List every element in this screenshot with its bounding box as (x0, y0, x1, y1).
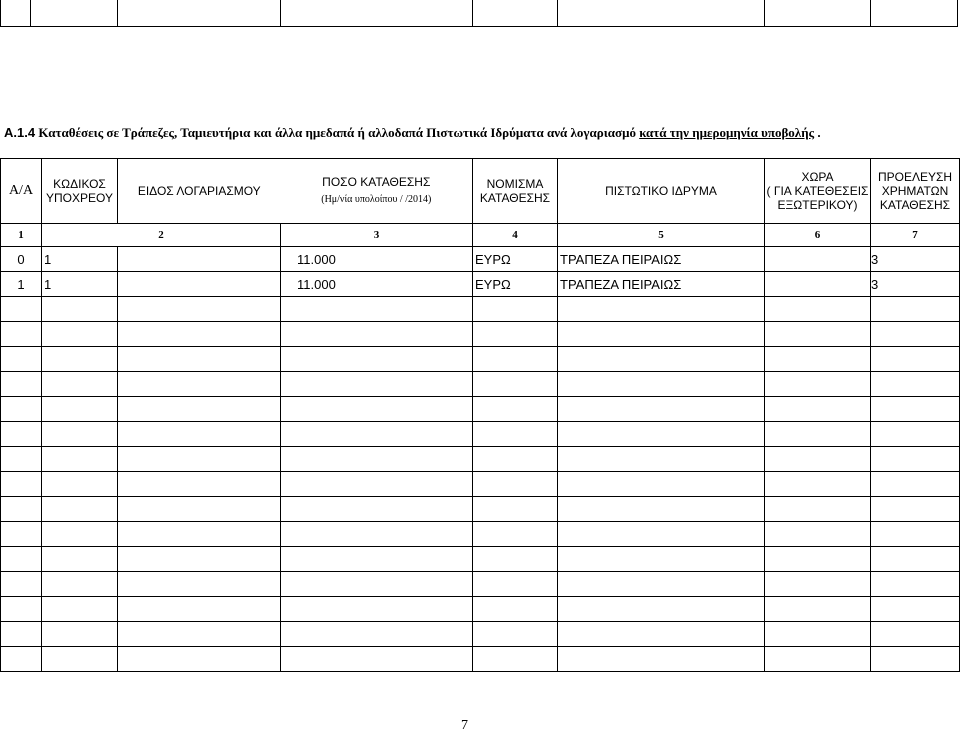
column-number: 7 (871, 224, 960, 247)
country-line1: ΧΩΡΑ (801, 170, 834, 184)
empty-row (1, 422, 960, 447)
empty-row (1, 497, 960, 522)
cell-origin: 3 (871, 247, 960, 272)
cell-institution: ΤΡΑΠΕΖΑ ΠΕΙΡΑΙΩΣ (558, 272, 765, 297)
col-header-amount (281, 175, 472, 207)
code-line1: ΚΩΔΙΚΟΣ (53, 177, 106, 191)
header-row (1, 159, 960, 224)
section-heading (4, 125, 821, 141)
origin-line3: ΚΑΤΑΘΕΣΗΣ (879, 198, 951, 212)
empty-row (1, 447, 960, 472)
empty-row (1, 372, 960, 397)
empty-row (1, 597, 960, 622)
cell-code: 1 (42, 272, 118, 297)
column-number: 6 (765, 224, 871, 247)
col-header-currency (473, 159, 558, 224)
empty-row (1, 297, 960, 322)
column-number: 4 (473, 224, 558, 247)
column-number: 2 (42, 224, 281, 247)
section-number: A.1.4 (4, 125, 36, 140)
col-header-account-amount (118, 159, 473, 224)
cell-account-type (118, 247, 281, 272)
empty-row (1, 572, 960, 597)
col-header-institution: ΠΙΣΤΩΤΙΚΟ ΙΔΡΥΜΑ (558, 159, 765, 224)
amount-line1: ΠΟΣΟ ΚΑΤΑΘΕΣΗΣ (322, 175, 431, 189)
col-header-account-type: ΕΙΔΟΣ ΛΟΓΑΡΙΑΣΜΟΥ (137, 184, 261, 198)
column-number-row (1, 224, 960, 247)
cell-aa: 0 (1, 247, 42, 272)
country-line2: ( ΓΙΑ ΚΑΤΕΘΕΣΕΙΣ (766, 184, 869, 198)
origin-line1: ΠΡΟΕΛΕΥΣΗ (877, 170, 953, 184)
heading-text: Καταθέσεις σε Τράπεζες, Ταμιευτήρια και άλλα ημεδαπά ή αλλοδαπά Πιστωτικά Ιδρύματα ανά λογαριασμό (35, 125, 640, 140)
empty-row (1, 647, 960, 672)
column-number: 1 (1, 224, 42, 247)
col-header-country (765, 159, 871, 224)
previous-table-fragment (0, 0, 960, 27)
cell-code: 1 (42, 247, 118, 272)
deposits-table (0, 158, 960, 672)
cell-origin: 3 (871, 272, 960, 297)
cell-country (765, 272, 871, 297)
empty-row (1, 472, 960, 497)
cell-amount: 11.000 (281, 272, 473, 297)
amount-date-note: (Ημ/νία υπολοίπου / /2014) (321, 194, 432, 205)
empty-row (1, 547, 960, 572)
table-row (1, 247, 960, 272)
cell-country (765, 247, 871, 272)
empty-row (1, 347, 960, 372)
cell-amount: 11.000 (281, 247, 473, 272)
col-header-aa: Α/Α (1, 159, 42, 224)
code-line2: ΥΠΟΧΡΕΟΥ (46, 191, 113, 205)
cell-institution: ΤΡΑΠΕΖΑ ΠΕΙΡΑΙΩΣ (558, 247, 765, 272)
table-row (1, 272, 960, 297)
col-header-origin (871, 159, 960, 224)
col-header-code (42, 159, 118, 224)
heading-underlined-text: κατά την ημερομηνία υποβολής (639, 125, 815, 140)
column-number: 5 (558, 224, 765, 247)
heading-trailing: . (814, 125, 821, 140)
currency-line2: ΚΑΤΑΘΕΣΗΣ (479, 191, 551, 205)
empty-row (1, 622, 960, 647)
cell-currency: ΕΥΡΩ (473, 247, 558, 272)
column-number: 3 (281, 224, 473, 247)
cell-account-type (118, 272, 281, 297)
empty-row (1, 397, 960, 422)
cell-currency: ΕΥΡΩ (473, 272, 558, 297)
cell-aa: 1 (1, 272, 42, 297)
currency-line1: ΝΟΜΙΣΜΑ (486, 177, 544, 191)
origin-line2: ΧΡΗΜΑΤΩΝ (881, 184, 949, 198)
page-number: 7 (461, 718, 468, 733)
country-line3: ΕΞΩΤΕΡΙΚΟΥ) (777, 198, 858, 212)
empty-row (1, 322, 960, 347)
empty-row (1, 522, 960, 547)
